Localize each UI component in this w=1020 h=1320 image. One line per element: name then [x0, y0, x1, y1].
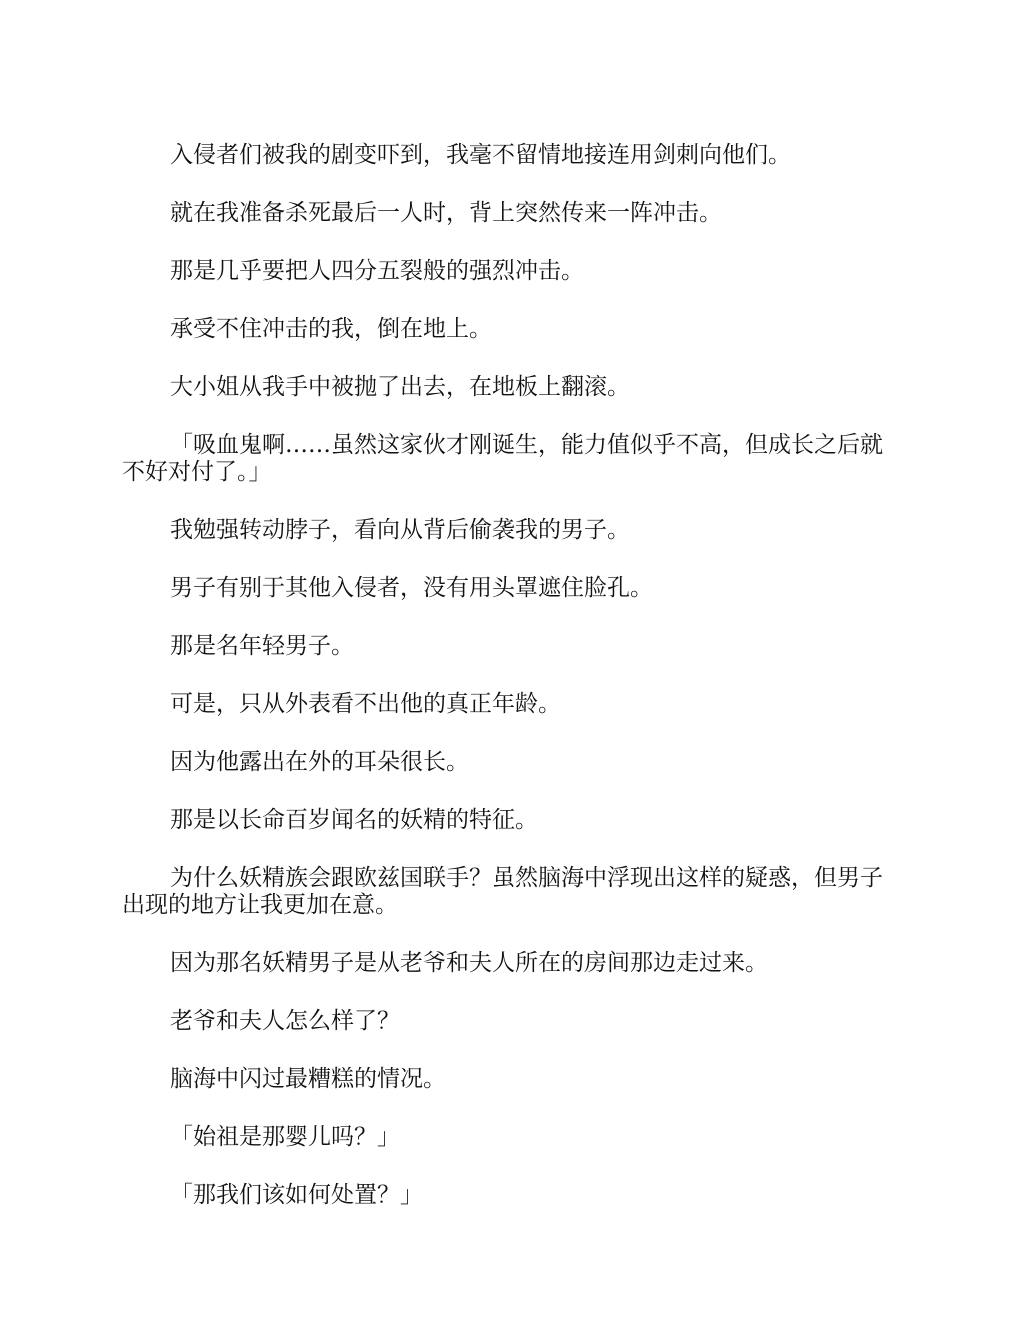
paragraph: 「吸血鬼啊……虽然这家伙才刚诞生，能力值似乎不高，但成长之后就不好对付了。」 [122, 432, 883, 485]
paragraph: 「始祖是那婴儿吗？」 [170, 1124, 400, 1150]
paragraph: 为什么妖精族会跟欧兹国联手？虽然脑海中浮现出这样的疑惑，但男子出现的地方让我更加在意。 [122, 865, 883, 918]
paragraph: 老爷和夫人怎么样了？ [170, 1008, 400, 1034]
document-page [122, 142, 898, 1240]
paragraph: 「那我们该如何处置？」 [170, 1182, 423, 1208]
paragraph: 因为那名妖精男子是从老爷和夫人所在的房间那边走过来。 [170, 950, 768, 976]
paragraph: 那是几乎要把人四分五裂般的强烈冲击。 [170, 258, 584, 284]
paragraph: 那是以长命百岁闻名的妖精的特征。 [170, 807, 538, 833]
paragraph: 那是名年轻男子。 [170, 633, 354, 659]
paragraph: 因为他露出在外的耳朵很长。 [170, 749, 469, 775]
paragraph: 脑海中闪过最糟糕的情况。 [170, 1066, 446, 1092]
paragraph: 男子有别于其他入侵者，没有用头罩遮住脸孔。 [170, 575, 653, 601]
paragraph: 就在我准备杀死最后一人时，背上突然传来一阵冲击。 [170, 200, 722, 226]
paragraph: 大小姐从我手中被抛了出去，在地板上翻滚。 [170, 374, 630, 400]
paragraph: 承受不住冲击的我，倒在地上。 [170, 316, 492, 342]
paragraph: 可是，只从外表看不出他的真正年龄。 [170, 691, 561, 717]
paragraph: 我勉强转动脖子，看向从背后偷袭我的男子。 [170, 517, 630, 543]
paragraph: 入侵者们被我的剧变吓到，我毫不留情地接连用剑刺向他们。 [170, 142, 791, 168]
